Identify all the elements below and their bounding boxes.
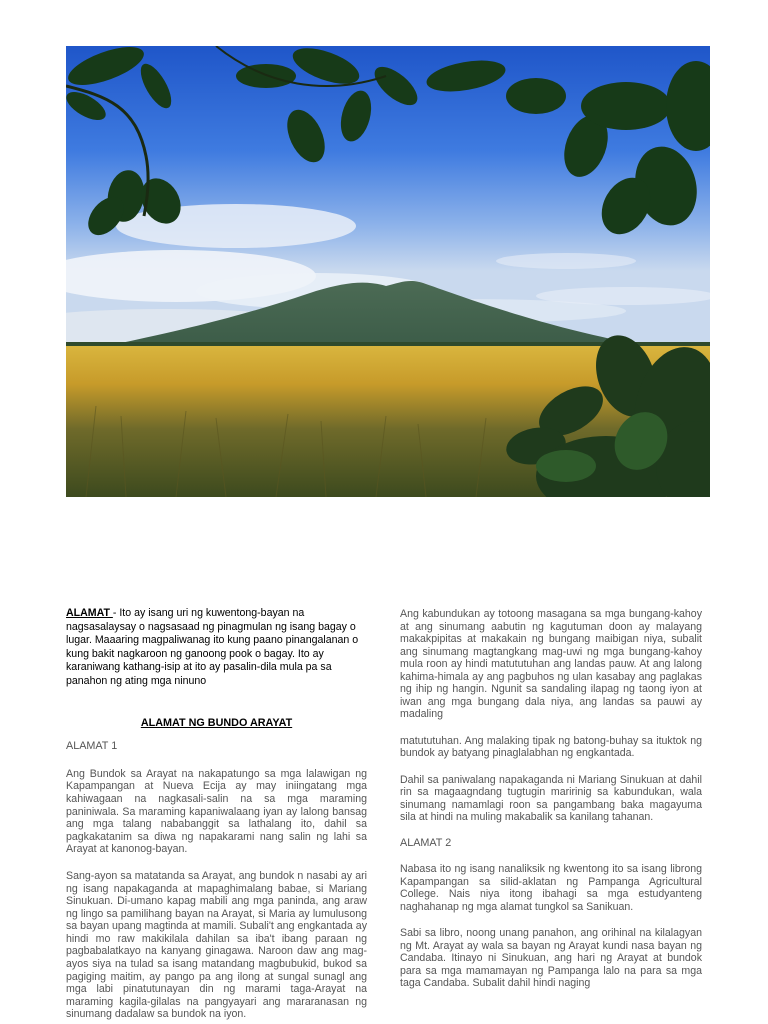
paragraph: Dahil sa paniwalang napakaganda ni Mariang Sinukuan at dahil rin sa magaagndang tugtugin maririnig sa kabundukan, wala sinumang namamlagi roon sa pangambang baka magayuma sila at hindi na muling makabalik sa kanilang tahanan. (400, 773, 702, 823)
section-label-alamat-1: ALAMAT 1 (66, 740, 118, 753)
paragraph: Nabasa ito ng isang nanaliksik ng kwentong ito sa isang librong Kapampangan sa silid-aklatan ng Pampanga Agricultural College. Nais niya itong ibahagi sa mga estudyanteng naghahanap ng mga alamat tungkol sa Sanikuan. (400, 863, 702, 913)
section-label-alamat-2: ALAMAT 2 (400, 836, 452, 849)
paragraph: Ang kabundukan ay totoong masagana sa mga bungang-kahoy at ang sinumang aabutin ng kagutuman doon ay malayang makakpipitas at makakain ng bungang maibigan niya, subalit ang sinumang magtangkang mag-uwi ng mga bungang-kahoy mula roon ay hindi matututuhan ang landas pauw. At ang lalong kahima-himala ay ang pagbuhos ng ulan kasabay ang paglakas ng ihip ng hangin. Ngunit sa sandaling ilapag ng taong iyon at iwan ang mga bungang dala niya, ang landas sa pauwi ay madaling (400, 608, 702, 720)
paragraph: Sang-ayon sa matatanda sa Arayat, ang bundok n nasabi ay ari ng isang napakaganda at mapaghimalang babae, si Mariang Sinukuan. Di-umano kapag mabili ang mga paninda, ang araw ng lingo sa pamilihang bayan na Arayat, si Maria ay lumulusong sa bayan upang magtinda at mamili. Subali't ang engkantada ay hindi mo raw makikilala dahilan sa iba't ibang paraan ng pagbabalatkayo na kanyang ginagawa. Naroon daw ang mag-ayos siya na tulad sa isang matandang magbubukid, bukod sa pagiging maitim, ay pango pa ang ilong at sungal sunagl ang mga labi pinatutunayan din ng marami taga-Arayat na maraming kagila-gilalas na pangyayari ang mararanasan ng sinumang dadalaw sa bundok na iyon. (66, 869, 367, 1021)
intro-paragraph (66, 607, 367, 689)
paragraph: matututuhan. Ang malaking tipak ng batong-buhay sa ituktok ng bundok ay batyang pinaglalabhan ng engkantada. (400, 734, 702, 759)
intro-term: ALAMAT (66, 607, 113, 619)
hero-photo (66, 46, 710, 497)
intro-text: - Ito ay isang uri ng kuwentong-bayan na nagsasalaysay o nagsasaad ng pinagmulan ng isang bagay o lugar. Maaaring magpaliwanag ito kung paano pinangalanan o kung bakit nagkaroon ng ganoong pook o bagay. Ito ay karaniwang kathang-isip at ito ay pasalin-dila mula pa sa panahon ng ating mga ninuno (66, 607, 359, 687)
paragraph: Ang Bundok sa Arayat na nakapatungo sa mga lalawigan ng Kapampangan at Nueva Ecija ay may iniingatang mga kahiwagaan na nagkasali-salin na sa mga maraming paniniwala. Sa maraming kapaniwalaang iyan ay lalong bansag ang mga talang nababanggit sa lathalang ito, dahil sa pagkakatanim sa diwa ng napakarami nang salin ng lahi sa Arayat at kanonog-bayan. (66, 767, 367, 856)
right-column (400, 608, 702, 990)
mountain-landscape-image (66, 46, 710, 497)
left-column (66, 607, 367, 1021)
story-title: ALAMAT NG BUNDO ARAYAT (140, 716, 293, 729)
paragraph: Sabi sa libro, noong unang panahon, ang orihinal na kilalagyan ng Mt. Arayat ay wala sa bayan ng Arayat kundi nasa bayan ng Candaba. Itinayo ni Sinukuan, ang hari ng Arayat at bundok para sa mga mamamayan ng Pampanga lalo na para sa mga taga Candaba. Subalit dahil hindi naging (400, 927, 702, 989)
